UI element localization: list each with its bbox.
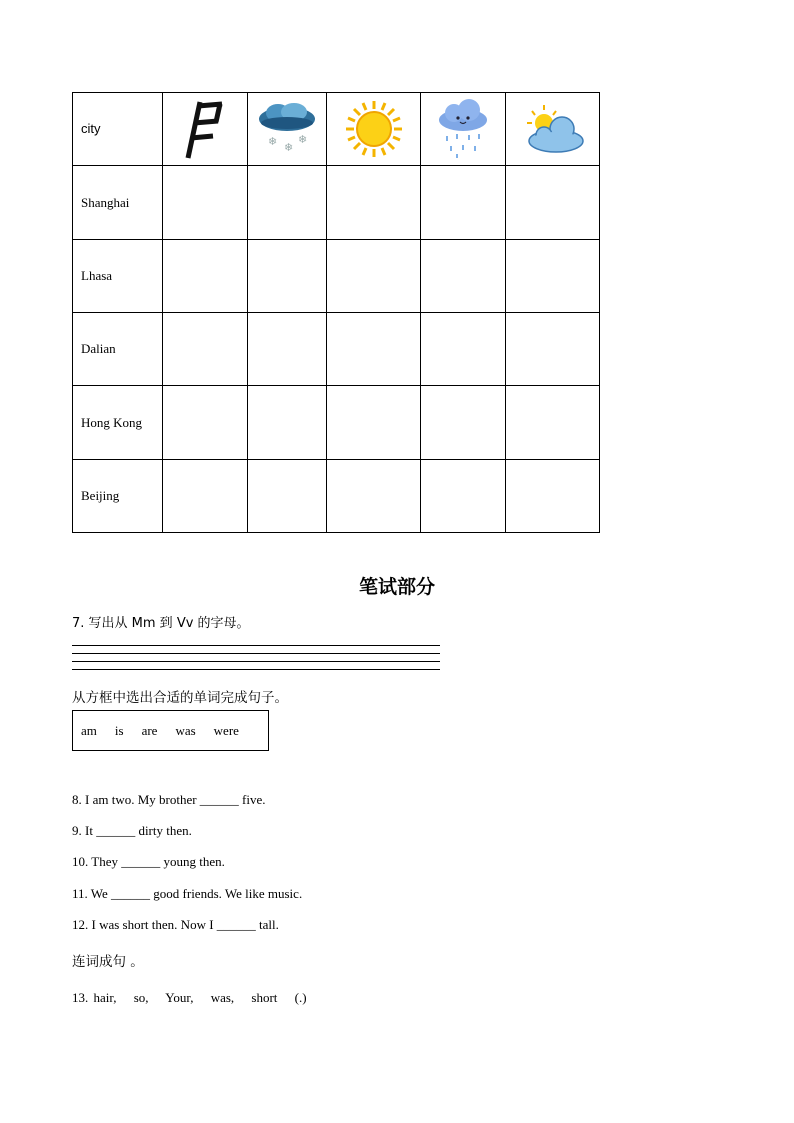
table-row	[73, 386, 600, 460]
city-cell: Dalian	[73, 313, 163, 386]
wind-header-cell	[163, 93, 248, 166]
scrambled-word: short	[251, 990, 278, 1005]
answer-cell[interactable]	[506, 460, 600, 533]
table-row	[73, 240, 600, 313]
answer-cell[interactable]	[248, 166, 327, 240]
writing-lines[interactable]	[72, 645, 440, 677]
city-cell: Lhasa	[73, 240, 163, 313]
section-title: 笔试部分	[358, 576, 435, 598]
svg-text:❄: ❄	[298, 133, 308, 146]
city-header-cell	[73, 93, 163, 166]
answer-cell[interactable]	[248, 240, 327, 313]
answer-cell[interactable]	[327, 313, 421, 386]
wind-icon	[180, 98, 230, 160]
city-header-label: city	[81, 121, 101, 136]
rain-header-cell	[421, 93, 506, 166]
svg-text:❄: ❄	[268, 135, 278, 148]
word-option: were	[213, 722, 239, 738]
question-10: 10. They ______ young then.	[72, 854, 225, 869]
answer-cell[interactable]	[506, 166, 600, 240]
writing-line	[72, 653, 440, 661]
city-cell: Shanghai	[73, 166, 163, 240]
question-7: 7. 写出从 Mm 到 Vv 的字母。	[72, 616, 250, 631]
word-option: was	[175, 722, 196, 738]
answer-cell[interactable]	[163, 460, 248, 533]
answer-cell[interactable]	[163, 386, 248, 460]
sun-cloud-header-cell	[506, 93, 600, 166]
svg-text:❄: ❄	[284, 141, 294, 154]
answer-cell[interactable]	[506, 240, 600, 313]
question-11: 11. We ______ good friends. We like music.	[72, 886, 303, 901]
question-number: 13.	[72, 990, 89, 1005]
scrambled-word: Your,	[165, 990, 194, 1005]
sun-icon	[344, 99, 404, 159]
sun-cloud-icon	[522, 103, 584, 155]
answer-cell[interactable]	[327, 240, 421, 313]
weather-table	[72, 92, 600, 533]
word-option: am	[81, 722, 97, 738]
question-13	[72, 990, 321, 1006]
question-9: 9. It ______ dirty then.	[72, 823, 192, 838]
answer-cell[interactable]	[506, 386, 600, 460]
scrambled-word: hair,	[93, 990, 117, 1005]
table-row	[73, 166, 600, 240]
writing-line	[72, 645, 440, 653]
answer-cell[interactable]	[421, 460, 506, 533]
answer-cell[interactable]	[506, 313, 600, 386]
instruction-make-sentence: 连词成句 。	[72, 954, 144, 970]
city-cell: Beijing	[73, 460, 163, 533]
instruction-choose-words: 从方框中选出合适的单词完成句子。	[72, 690, 288, 706]
answer-cell[interactable]	[327, 166, 421, 240]
scrambled-word: so,	[133, 990, 149, 1005]
writing-line	[72, 669, 440, 677]
answer-cell[interactable]	[421, 240, 506, 313]
answer-cell[interactable]	[163, 166, 248, 240]
word-option: are	[141, 722, 158, 738]
table-row	[73, 460, 600, 533]
writing-line	[72, 661, 440, 669]
answer-cell[interactable]	[248, 386, 327, 460]
answer-cell[interactable]	[421, 166, 506, 240]
answer-cell[interactable]	[421, 313, 506, 386]
answer-cell[interactable]	[163, 240, 248, 313]
table-header-row	[73, 93, 600, 166]
answer-cell[interactable]	[327, 460, 421, 533]
rain-cloud-icon	[436, 98, 490, 160]
answer-cell[interactable]	[327, 386, 421, 460]
snow-cloud-icon	[256, 101, 318, 157]
snow-header-cell	[248, 93, 327, 166]
word-option: is	[114, 722, 124, 738]
table-row	[73, 313, 600, 386]
sun-header-cell	[327, 93, 421, 166]
question-12: 12. I was short then. Now I ______ tall.	[72, 917, 279, 932]
word-box	[72, 710, 269, 751]
answer-cell[interactable]	[163, 313, 248, 386]
scrambled-word: (.)	[294, 990, 307, 1005]
answer-cell[interactable]	[248, 313, 327, 386]
city-cell: Hong Kong	[73, 386, 163, 460]
answer-cell[interactable]	[248, 460, 327, 533]
answer-cell[interactable]	[421, 386, 506, 460]
scrambled-word: was,	[210, 990, 235, 1005]
question-8: 8. I am two. My brother ______ five.	[72, 792, 266, 807]
